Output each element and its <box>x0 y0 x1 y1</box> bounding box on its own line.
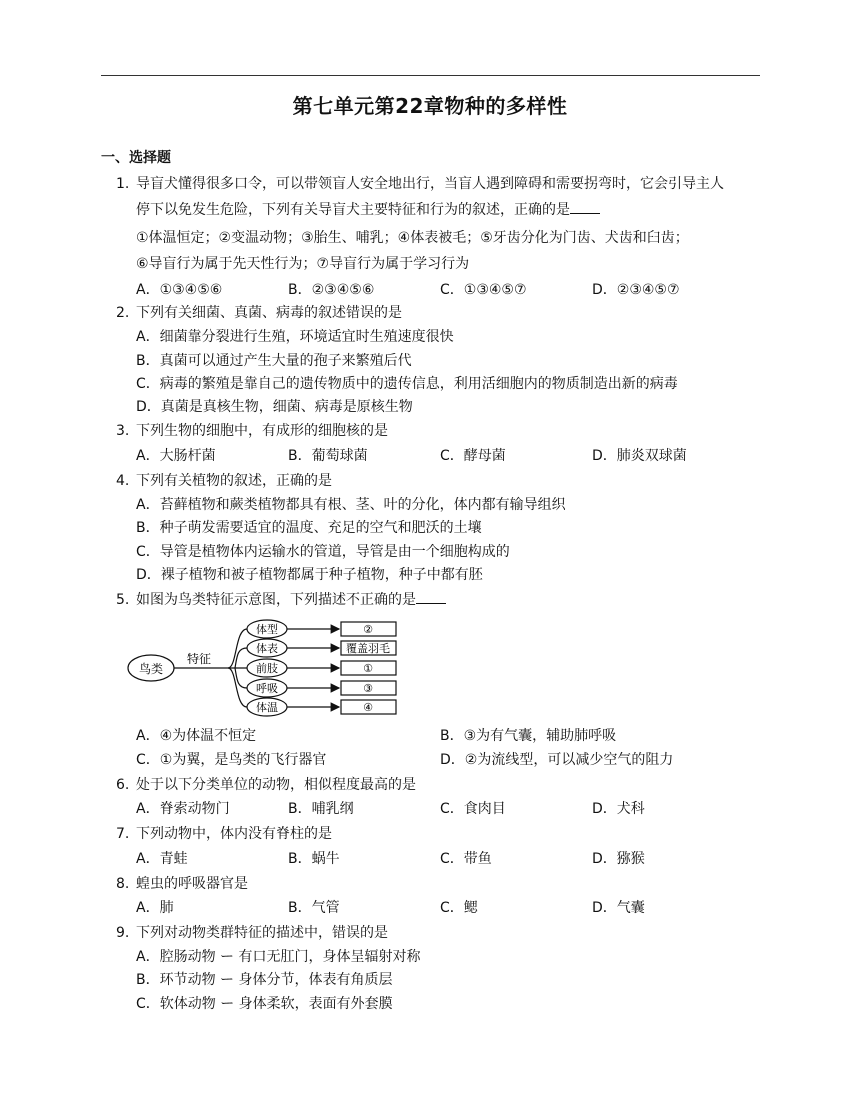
option-b: B．②③④⑤⑥ <box>288 282 375 298</box>
option-b: B．种子萌发需要适宜的温度、充足的空气和肥沃的土壤 <box>136 520 482 536</box>
section-heading: 一、选择题 <box>101 150 171 166</box>
question-stem: 下列动物中，体内没有脊柱的是 <box>136 826 332 842</box>
diagram-target-3 <box>341 661 396 675</box>
question-5 <box>116 588 446 612</box>
question-6 <box>116 773 416 797</box>
question-stem: 蝗虫的呼吸器官是 <box>136 876 248 892</box>
option-a: A．④为体温不恒定 <box>136 728 257 744</box>
question-4 <box>116 469 332 493</box>
option-d: D．真菌是真核生物，细菌、病毒是原核生物 <box>136 399 413 415</box>
question-stem: 下列有关细菌、真菌、病毒的叙述错误的是 <box>136 305 402 321</box>
option-a: A．肺 <box>136 900 174 916</box>
question-1 <box>116 172 724 196</box>
question-stem-line: 停下以免发生危险，下列有关导盲犬主要特征和行为的叙述，正确的是 <box>136 198 600 222</box>
question-stem: 下列有关植物的叙述，正确的是 <box>136 473 332 489</box>
option-b: B．蜗牛 <box>288 851 340 867</box>
option-d: D．犬科 <box>592 801 645 817</box>
option-b: B．真菌可以通过产生大量的孢子来繁殖后代 <box>136 353 412 369</box>
svg-text:体型: 体型 <box>256 623 278 636</box>
question-number: 5. <box>116 592 130 608</box>
option-c: C．鳃 <box>440 900 478 916</box>
answer-blank <box>416 589 446 604</box>
answer-blank <box>570 199 600 214</box>
svg-text:覆盖羽毛: 覆盖羽毛 <box>346 642 390 655</box>
option-a: A．青蛙 <box>136 851 188 867</box>
option-c: C．导管是植物体内运输水的管道，导管是由一个细胞构成的 <box>136 544 510 560</box>
bird-features-diagram <box>125 612 405 720</box>
question-3 <box>116 419 388 443</box>
statement-line: ⑥导盲行为属于先天性行为；⑦导盲行为属于学习行为 <box>136 256 470 272</box>
option-c: C．食肉目 <box>440 801 506 817</box>
svg-text:体温: 体温 <box>256 701 278 714</box>
top-rule <box>101 75 760 76</box>
diagram-node-4 <box>247 679 287 697</box>
page-title: 第七单元第22章物种的多样性 <box>292 94 568 118</box>
svg-text:体表: 体表 <box>256 642 278 655</box>
diagram-target-5 <box>341 700 396 714</box>
option-d: D．②为流线型，可以减少空气的阻力 <box>440 752 674 768</box>
svg-text:②: ② <box>363 623 373 636</box>
question-number: 3. <box>116 423 130 439</box>
question-stem: 处于以下分类单位的动物，相似程度最高的是 <box>136 777 416 793</box>
option-a: A．苔藓植物和蕨类植物都具有根、茎、叶的分化，体内都有输导组织 <box>136 497 566 513</box>
question-number: 1. <box>116 176 130 192</box>
option-d: D．气囊 <box>592 900 645 916</box>
diagram-node-5 <box>247 698 287 716</box>
question-8 <box>116 872 248 896</box>
question-7 <box>116 822 332 846</box>
svg-text:③: ③ <box>363 682 373 695</box>
option-c: C．病毒的繁殖是靠自己的遗传物质中的遗传信息，利用活细胞内的物质制造出新的病毒 <box>136 376 678 392</box>
option-a: A．①③④⑤⑥ <box>136 282 223 298</box>
question-2 <box>116 301 402 325</box>
option-d: D．肺炎双球菌 <box>592 448 687 464</box>
svg-text:④: ④ <box>363 701 373 714</box>
option-a: A．细菌靠分裂进行生殖，环境适宜时生殖速度很快 <box>136 329 454 345</box>
question-stem: 下列对动物类群特征的描述中，错误的是 <box>136 925 388 941</box>
option-b: B．环节动物 ー 身体分节，体表有角质层 <box>136 972 393 988</box>
option-b: B．葡萄球菌 <box>288 448 368 464</box>
option-a: A．脊索动物门 <box>136 801 230 817</box>
question-stem: 下列生物的细胞中，有成形的细胞核的是 <box>136 423 388 439</box>
diagram-node-2 <box>247 639 287 657</box>
option-d: D．猕猴 <box>592 851 645 867</box>
question-number: 2. <box>116 305 130 321</box>
option-c: C．软体动物 ー 身体柔软，表面有外套膜 <box>136 996 393 1012</box>
question-number: 7. <box>116 826 130 842</box>
diagram-target-1 <box>341 622 396 636</box>
question-number: 6. <box>116 777 130 793</box>
diagram-target-2 <box>341 641 396 655</box>
diagram-target-4 <box>341 681 396 695</box>
svg-text:①: ① <box>363 662 373 675</box>
question-number: 4. <box>116 473 130 489</box>
question-stem: 如图为鸟类特征示意图，下列描述不正确的是 <box>136 592 416 608</box>
option-c: C．①③④⑤⑦ <box>440 282 527 298</box>
question-number: 8. <box>116 876 130 892</box>
question-number: 9. <box>116 925 130 941</box>
option-b: B．③为有气囊，辅助肺呼吸 <box>440 728 617 744</box>
option-b: B．哺乳纲 <box>288 801 354 817</box>
option-c: C．带鱼 <box>440 851 492 867</box>
option-c: C．酵母菌 <box>440 448 506 464</box>
statement-line: ①体温恒定；②变温动物；③胎生、哺乳；④体表被毛；⑤牙齿分化为门齿、犬齿和臼齿； <box>136 230 689 246</box>
option-a: A．大肠杆菌 <box>136 448 216 464</box>
question-9 <box>116 921 388 945</box>
option-a: A．腔肠动物 ー 有口无肛门，身体呈辐射对称 <box>136 949 421 965</box>
option-c: C．①为翼，是鸟类的飞行器官 <box>136 752 327 768</box>
diagram-edge-label: 特征 <box>186 652 212 666</box>
diagram-root-label: 鸟类 <box>138 662 164 676</box>
diagram-node-1 <box>247 620 287 638</box>
option-d: D．裸子植物和被子植物都属于种子植物，种子中都有胚 <box>136 567 483 583</box>
question-stem: 导盲犬懂得很多口令，可以带领盲人安全地出行，当盲人遇到障碍和需要拐弯时，它会引导主人 <box>136 176 724 192</box>
option-b: B．气管 <box>288 900 340 916</box>
diagram-node-3 <box>247 659 287 677</box>
option-d: D．②③④⑤⑦ <box>592 282 680 298</box>
svg-text:呼吸: 呼吸 <box>256 682 278 695</box>
svg-text:前肢: 前肢 <box>256 662 278 675</box>
